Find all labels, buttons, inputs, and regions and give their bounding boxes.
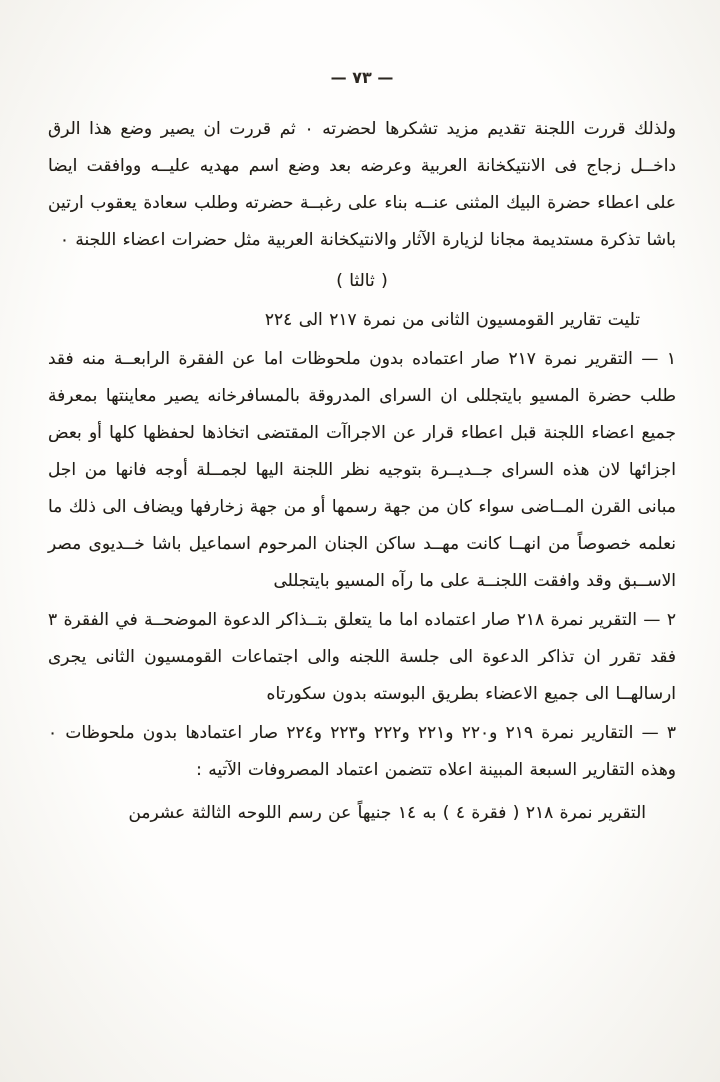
section-heading: ( ثالثا ) [336,271,388,291]
page-body [48,111,676,832]
report-item-1: ١ — التقرير نمرة ٢١٧ صار اعتماده بدون ملحوظات اما عن الفقرة الرابعــة منه فقد طلب حضرة المسيو بايتجللى ان السراى المدروقة بالمسافرخانه يصير معاينتها بمعرفة جميع اعضاء اللجنة قبل اعطاء قرار عن الاجراآت المقتضى اتخاذها لحفظها كلها أو بعض اجزائها لان هذه السراى جــديــرة بتوجيه نظر اللجنة اليها لجمــلة أوجه فانها من اجل مبانى القرن المــاضى سواء كان من جهة رسمها أو من جهة زخارفها ويضاف الى ذلك ما نعلمه خصوصاً من انهــا كانت مهــد ساكن الجنان المرحوم اسماعيل باشا خــديوى مصر الاســبق وقد وافقت اللجنــة على ما رآه المسيو بايتجللى [48,349,676,591]
report-item-2: ٢ — التقرير نمرة ٢١٨ صار اعتماده اما ما يتعلق بتــذاكر الدعوة الموضحــة في الفقرة ٣ فقد تقرر ان تذاكر الدعوة الى جلسة اللجنه والى اجتماعات القومسيون الثانى يجرى ارسالهــا الى جميع الاعضاء بطريق البوسته بدون سكورتاه [48,610,676,704]
report-item-3: ٣ — التقارير نمرة ٢١٩ و٢٢٠ و٢٢١ و٢٢٢ و٢٢٣ و٢٢٤ صار اعتمادها بدون ملحوظات ٠ وهذه التقارير السبعة المبينة اعلاه تتضمن اعتماد المصروفات الآتيه : [48,723,676,780]
opening-paragraph: ولذلك قررت اللجنة تقديم مزيد تشكرها لحضرته ٠ ثم قررت ان يصير وضع هذا الرق داخــل زجاج فى الانتيكخانة العربية وعرضه بعد وضع اسم مهديه عليــه ووافقت ايضا على اعطاء حضرة البيك المثنى عنــه بناء على رغبــة حضرته وطلب سعادة يعقوب ارتين باشا تذكرة مستديمة مجانا لزيارة الآثار والانتيكخانة العربية مثل حضرات اعضاء اللجنة ٠ [48,119,676,250]
page-number: — ٧٣ — [330,68,394,87]
reports-intro: تليت تقارير القومسيون الثانى من نمرة ٢١٧ الى ٢٢٤ [264,310,640,330]
closing-line: التقرير نمرة ٢١٨ ( فقرة ٤ ) به ١٤ جنيهاً عن رسم اللوحه الثالثة عشرمن [128,803,646,823]
